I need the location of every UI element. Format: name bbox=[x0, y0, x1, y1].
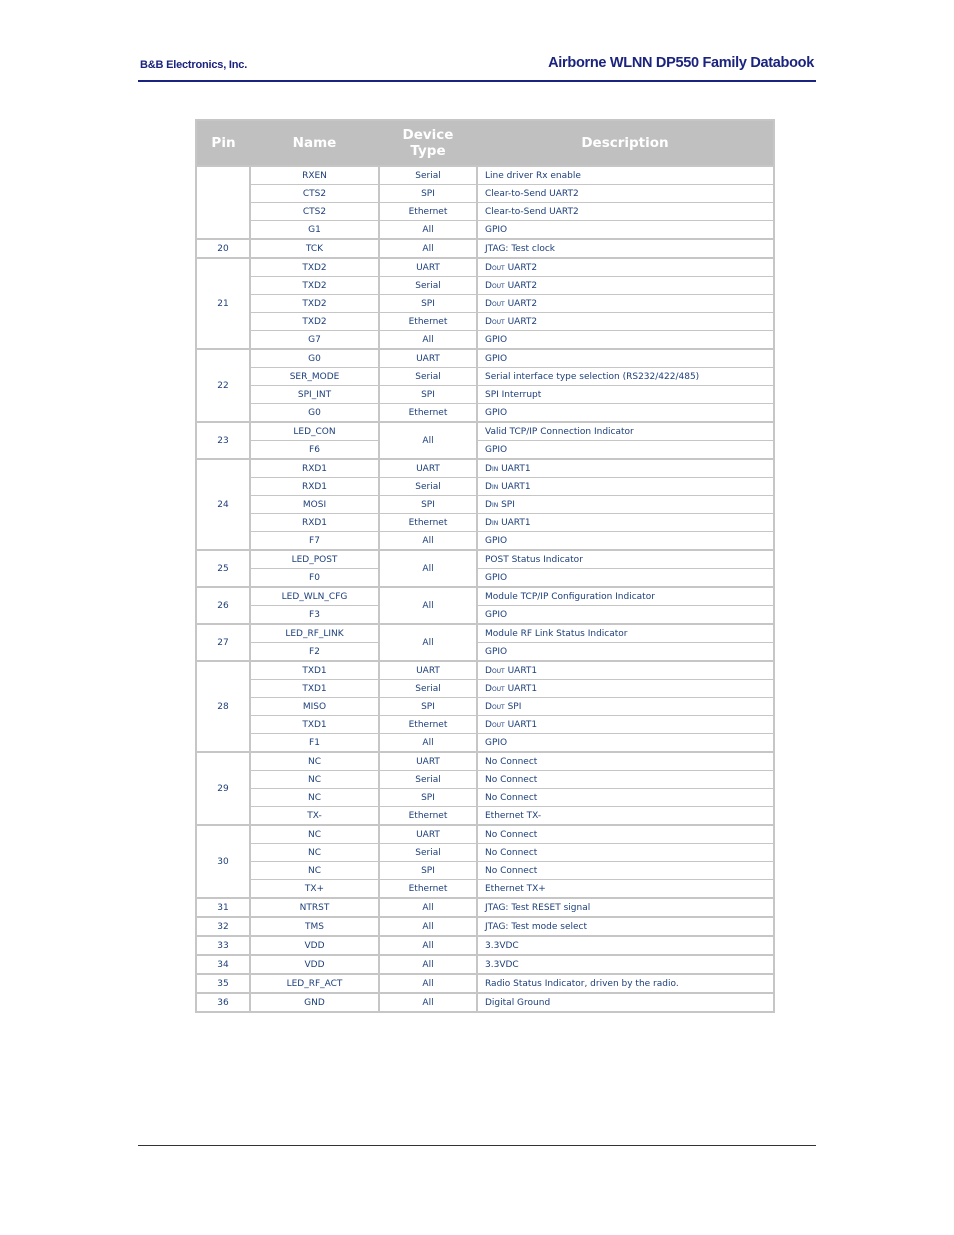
signal-subscript: OUT bbox=[491, 667, 505, 675]
device-type-cell: All bbox=[379, 917, 477, 936]
device-type-cell: SPI bbox=[379, 862, 477, 880]
device-type-cell: All bbox=[379, 898, 477, 917]
description-cell bbox=[477, 680, 774, 698]
table-row bbox=[196, 277, 774, 295]
table-row bbox=[196, 880, 774, 899]
name-cell: F3 bbox=[250, 606, 379, 625]
table-row bbox=[196, 550, 774, 569]
name-cell: NC bbox=[250, 789, 379, 807]
name-cell: NC bbox=[250, 844, 379, 862]
device-type-cell: SPI bbox=[379, 496, 477, 514]
name-cell: NC bbox=[250, 752, 379, 771]
table-row bbox=[196, 771, 774, 789]
device-type-cell: Ethernet bbox=[379, 716, 477, 734]
table-row bbox=[196, 825, 774, 844]
table-row bbox=[196, 993, 774, 1012]
name-cell: GND bbox=[250, 993, 379, 1012]
device-type-cell: Ethernet bbox=[379, 514, 477, 532]
signal-target: UART1 bbox=[498, 481, 531, 492]
pin-cell: 26 bbox=[196, 587, 250, 624]
device-type-cell: All bbox=[379, 532, 477, 551]
pin-cell: 29 bbox=[196, 752, 250, 825]
signal-target: UART1 bbox=[504, 683, 538, 694]
name-cell: F6 bbox=[250, 441, 379, 460]
signal-target: SPI bbox=[504, 701, 522, 712]
company-name: B&B Electronics, Inc. bbox=[140, 59, 248, 71]
device-type-cell: All bbox=[379, 734, 477, 753]
table-row bbox=[196, 478, 774, 496]
name-cell: F2 bbox=[250, 643, 379, 662]
signal-subscript: OUT bbox=[491, 300, 505, 308]
device-type-cell: SPI bbox=[379, 185, 477, 203]
description-cell: Clear-to-Send UART2 bbox=[477, 203, 774, 221]
name-cell: TXD2 bbox=[250, 295, 379, 313]
description-cell: Ethernet TX+ bbox=[477, 880, 774, 899]
signal-target: UART2 bbox=[504, 298, 538, 309]
table-row bbox=[196, 661, 774, 680]
column-header-device-type bbox=[379, 120, 477, 166]
table-row bbox=[196, 404, 774, 423]
table-row bbox=[196, 807, 774, 826]
description-cell: Radio Status Indicator, driven by the radio. bbox=[477, 974, 774, 993]
device-type-cell: SPI bbox=[379, 386, 477, 404]
name-cell: LED_RF_LINK bbox=[250, 624, 379, 643]
signal-target: UART2 bbox=[504, 316, 538, 327]
device-type-cell: All bbox=[379, 955, 477, 974]
description-cell: GPIO bbox=[477, 349, 774, 368]
signal-letter: D bbox=[485, 683, 492, 694]
page-header bbox=[138, 50, 816, 82]
table-row bbox=[196, 752, 774, 771]
pin-cell: 32 bbox=[196, 917, 250, 936]
pin-cell: 36 bbox=[196, 993, 250, 1012]
description-cell bbox=[477, 295, 774, 313]
description-cell: Line driver Rx enable bbox=[477, 166, 774, 185]
description-cell: Module RF Link Status Indicator bbox=[477, 624, 774, 643]
signal-letter: D bbox=[485, 298, 492, 309]
pin-cell: 21 bbox=[196, 258, 250, 349]
name-cell: TXD2 bbox=[250, 258, 379, 277]
device-type-cell: SPI bbox=[379, 789, 477, 807]
pin-cell: 27 bbox=[196, 624, 250, 661]
footer-divider bbox=[138, 1145, 816, 1146]
pin-cell: 22 bbox=[196, 349, 250, 422]
device-type-cell: UART bbox=[379, 258, 477, 277]
signal-target: UART1 bbox=[504, 665, 538, 676]
device-type-cell: Serial bbox=[379, 166, 477, 185]
description-cell: Ethernet TX- bbox=[477, 807, 774, 826]
table-row bbox=[196, 496, 774, 514]
table-row bbox=[196, 221, 774, 240]
name-cell: G0 bbox=[250, 404, 379, 423]
description-cell bbox=[477, 258, 774, 277]
signal-letter: D bbox=[485, 665, 492, 676]
name-cell: TX- bbox=[250, 807, 379, 826]
name-cell: CTS2 bbox=[250, 185, 379, 203]
table-row bbox=[196, 734, 774, 753]
name-cell: MOSI bbox=[250, 496, 379, 514]
description-cell: Clear-to-Send UART2 bbox=[477, 185, 774, 203]
table-row bbox=[196, 936, 774, 955]
name-cell: LED_WLN_CFG bbox=[250, 587, 379, 606]
device-type-cell: Serial bbox=[379, 478, 477, 496]
description-cell: 3.3VDC bbox=[477, 955, 774, 974]
description-cell: 3.3VDC bbox=[477, 936, 774, 955]
device-type-cell: UART bbox=[379, 661, 477, 680]
description-cell bbox=[477, 459, 774, 478]
signal-letter: D bbox=[485, 481, 492, 492]
name-cell: G0 bbox=[250, 349, 379, 368]
name-cell: RXEN bbox=[250, 166, 379, 185]
description-cell: GPIO bbox=[477, 606, 774, 625]
table-row bbox=[196, 680, 774, 698]
table-row bbox=[196, 239, 774, 258]
name-cell: SPI_INT bbox=[250, 386, 379, 404]
signal-subscript: IN bbox=[491, 483, 499, 491]
table-row bbox=[196, 313, 774, 331]
signal-subscript: OUT bbox=[491, 264, 505, 272]
description-cell: GPIO bbox=[477, 331, 774, 350]
column-header-name: Name bbox=[250, 120, 379, 166]
signal-subscript: IN bbox=[491, 519, 499, 527]
name-cell: F1 bbox=[250, 734, 379, 753]
device-type-cell: Serial bbox=[379, 368, 477, 386]
name-cell: VDD bbox=[250, 936, 379, 955]
pin-table bbox=[195, 119, 775, 1013]
table-row bbox=[196, 422, 774, 441]
description-cell: Serial interface type selection (RS232/422/485) bbox=[477, 368, 774, 386]
table-row bbox=[196, 587, 774, 606]
signal-subscript: IN bbox=[491, 465, 499, 473]
device-type-cell: SPI bbox=[379, 698, 477, 716]
table-row bbox=[196, 716, 774, 734]
name-cell: NC bbox=[250, 862, 379, 880]
description-cell: SPI Interrupt bbox=[477, 386, 774, 404]
name-cell: F7 bbox=[250, 532, 379, 551]
device-type-cell: All bbox=[379, 331, 477, 350]
description-cell: No Connect bbox=[477, 771, 774, 789]
description-cell: GPIO bbox=[477, 221, 774, 240]
name-cell: TXD1 bbox=[250, 661, 379, 680]
table-row bbox=[196, 974, 774, 993]
description-cell: JTAG: Test clock bbox=[477, 239, 774, 258]
table-row bbox=[196, 258, 774, 277]
pin-cell: 25 bbox=[196, 550, 250, 587]
description-cell bbox=[477, 496, 774, 514]
device-type-cell: Ethernet bbox=[379, 203, 477, 221]
pin-cell: 30 bbox=[196, 825, 250, 898]
name-cell: MISO bbox=[250, 698, 379, 716]
description-cell: No Connect bbox=[477, 862, 774, 880]
table-row bbox=[196, 606, 774, 625]
device-type-cell: Serial bbox=[379, 771, 477, 789]
table-header bbox=[196, 120, 774, 166]
description-cell: No Connect bbox=[477, 752, 774, 771]
device-type-cell: Serial bbox=[379, 844, 477, 862]
name-cell: RXD1 bbox=[250, 459, 379, 478]
table-row bbox=[196, 643, 774, 662]
column-header-pin: Pin bbox=[196, 120, 250, 166]
name-cell: F0 bbox=[250, 569, 379, 588]
name-cell: LED_RF_ACT bbox=[250, 974, 379, 993]
table-row bbox=[196, 898, 774, 917]
description-cell: Valid TCP/IP Connection Indicator bbox=[477, 422, 774, 441]
device-type-cell: SPI bbox=[379, 295, 477, 313]
table-row bbox=[196, 349, 774, 368]
name-cell: VDD bbox=[250, 955, 379, 974]
document-title: Airborne WLNN DP550 Family Databook bbox=[548, 55, 814, 71]
table-row bbox=[196, 459, 774, 478]
column-header-description: Description bbox=[477, 120, 774, 166]
device-type-cell: All bbox=[379, 936, 477, 955]
table-row bbox=[196, 368, 774, 386]
signal-subscript: OUT bbox=[491, 703, 505, 711]
signal-letter: D bbox=[485, 499, 492, 510]
description-cell: GPIO bbox=[477, 532, 774, 551]
signal-letter: D bbox=[485, 262, 492, 273]
description-cell: GPIO bbox=[477, 734, 774, 753]
table-row bbox=[196, 295, 774, 313]
signal-subscript: IN bbox=[491, 501, 499, 509]
device-type-cell: Ethernet bbox=[379, 313, 477, 331]
name-cell: G7 bbox=[250, 331, 379, 350]
table-row bbox=[196, 441, 774, 460]
description-cell: GPIO bbox=[477, 404, 774, 423]
signal-letter: D bbox=[485, 719, 492, 730]
description-cell bbox=[477, 661, 774, 680]
description-cell: Digital Ground bbox=[477, 993, 774, 1012]
device-type-cell: All bbox=[379, 974, 477, 993]
device-type-cell: All bbox=[379, 221, 477, 240]
table-row bbox=[196, 862, 774, 880]
device-type-cell: All bbox=[379, 422, 477, 459]
table-row bbox=[196, 514, 774, 532]
description-cell: No Connect bbox=[477, 789, 774, 807]
table-row bbox=[196, 203, 774, 221]
description-cell bbox=[477, 698, 774, 716]
device-type-cell: All bbox=[379, 993, 477, 1012]
signal-letter: D bbox=[485, 280, 492, 291]
name-cell: NC bbox=[250, 825, 379, 844]
description-cell bbox=[477, 716, 774, 734]
pin-cell: 20 bbox=[196, 239, 250, 258]
table-row bbox=[196, 624, 774, 643]
device-type-cell: All bbox=[379, 239, 477, 258]
signal-letter: D bbox=[485, 517, 492, 528]
signal-letter: D bbox=[485, 316, 492, 327]
name-cell: TCK bbox=[250, 239, 379, 258]
name-cell: TX+ bbox=[250, 880, 379, 899]
description-cell: GPIO bbox=[477, 643, 774, 662]
table-row bbox=[196, 532, 774, 551]
table-row bbox=[196, 917, 774, 936]
description-cell bbox=[477, 478, 774, 496]
pin-cell: 28 bbox=[196, 661, 250, 752]
table-body bbox=[196, 166, 774, 1012]
pin-cell: 34 bbox=[196, 955, 250, 974]
description-cell: JTAG: Test mode select bbox=[477, 917, 774, 936]
signal-letter: D bbox=[485, 701, 492, 712]
table-row bbox=[196, 698, 774, 716]
device-type-cell: Ethernet bbox=[379, 404, 477, 423]
signal-subscript: OUT bbox=[491, 685, 505, 693]
signal-subscript: OUT bbox=[491, 318, 505, 326]
pin-cell: 33 bbox=[196, 936, 250, 955]
pin-cell: 31 bbox=[196, 898, 250, 917]
description-cell: JTAG: Test RESET signal bbox=[477, 898, 774, 917]
name-cell: RXD1 bbox=[250, 478, 379, 496]
table-row bbox=[196, 789, 774, 807]
name-cell: TXD2 bbox=[250, 277, 379, 295]
device-type-cell: UART bbox=[379, 349, 477, 368]
name-cell: TMS bbox=[250, 917, 379, 936]
name-cell: NTRST bbox=[250, 898, 379, 917]
description-cell: Module TCP/IP Configuration Indicator bbox=[477, 587, 774, 606]
name-cell: SER_MODE bbox=[250, 368, 379, 386]
name-cell: CTS2 bbox=[250, 203, 379, 221]
device-type-cell: UART bbox=[379, 752, 477, 771]
signal-subscript: OUT bbox=[491, 721, 505, 729]
device-type-cell: Serial bbox=[379, 277, 477, 295]
device-type-cell: All bbox=[379, 550, 477, 587]
signal-subscript: OUT bbox=[491, 282, 505, 290]
signal-target: SPI bbox=[498, 499, 515, 510]
device-type-cell: Ethernet bbox=[379, 807, 477, 826]
device-type-cell: All bbox=[379, 624, 477, 661]
pin-cell: 23 bbox=[196, 422, 250, 459]
name-cell: LED_POST bbox=[250, 550, 379, 569]
table-row bbox=[196, 166, 774, 185]
pin-cell bbox=[196, 166, 250, 239]
description-cell bbox=[477, 313, 774, 331]
name-cell: RXD1 bbox=[250, 514, 379, 532]
description-cell: No Connect bbox=[477, 825, 774, 844]
pin-cell: 24 bbox=[196, 459, 250, 550]
signal-target: UART1 bbox=[498, 463, 531, 474]
signal-target: UART1 bbox=[504, 719, 538, 730]
table-row bbox=[196, 955, 774, 974]
table-row bbox=[196, 569, 774, 588]
signal-target: UART2 bbox=[504, 262, 538, 273]
description-cell: GPIO bbox=[477, 569, 774, 588]
table-row bbox=[196, 185, 774, 203]
description-cell: No Connect bbox=[477, 844, 774, 862]
device-type-cell: Ethernet bbox=[379, 880, 477, 899]
device-type-cell: UART bbox=[379, 825, 477, 844]
description-cell: GPIO bbox=[477, 441, 774, 460]
device-type-cell: UART bbox=[379, 459, 477, 478]
device-type-cell: Serial bbox=[379, 680, 477, 698]
signal-target: UART2 bbox=[504, 280, 538, 291]
table-row bbox=[196, 386, 774, 404]
table-row bbox=[196, 331, 774, 350]
name-cell: NC bbox=[250, 771, 379, 789]
signal-letter: D bbox=[485, 463, 492, 474]
description-cell: POST Status Indicator bbox=[477, 550, 774, 569]
pin-cell: 35 bbox=[196, 974, 250, 993]
name-cell: TXD1 bbox=[250, 716, 379, 734]
name-cell: LED_CON bbox=[250, 422, 379, 441]
description-cell bbox=[477, 514, 774, 532]
table-row bbox=[196, 844, 774, 862]
name-cell: TXD1 bbox=[250, 680, 379, 698]
device-type-header-text: Device Type bbox=[402, 127, 454, 159]
signal-target: UART1 bbox=[498, 517, 531, 528]
name-cell: G1 bbox=[250, 221, 379, 240]
description-cell bbox=[477, 277, 774, 295]
device-type-cell: All bbox=[379, 587, 477, 624]
name-cell: TXD2 bbox=[250, 313, 379, 331]
